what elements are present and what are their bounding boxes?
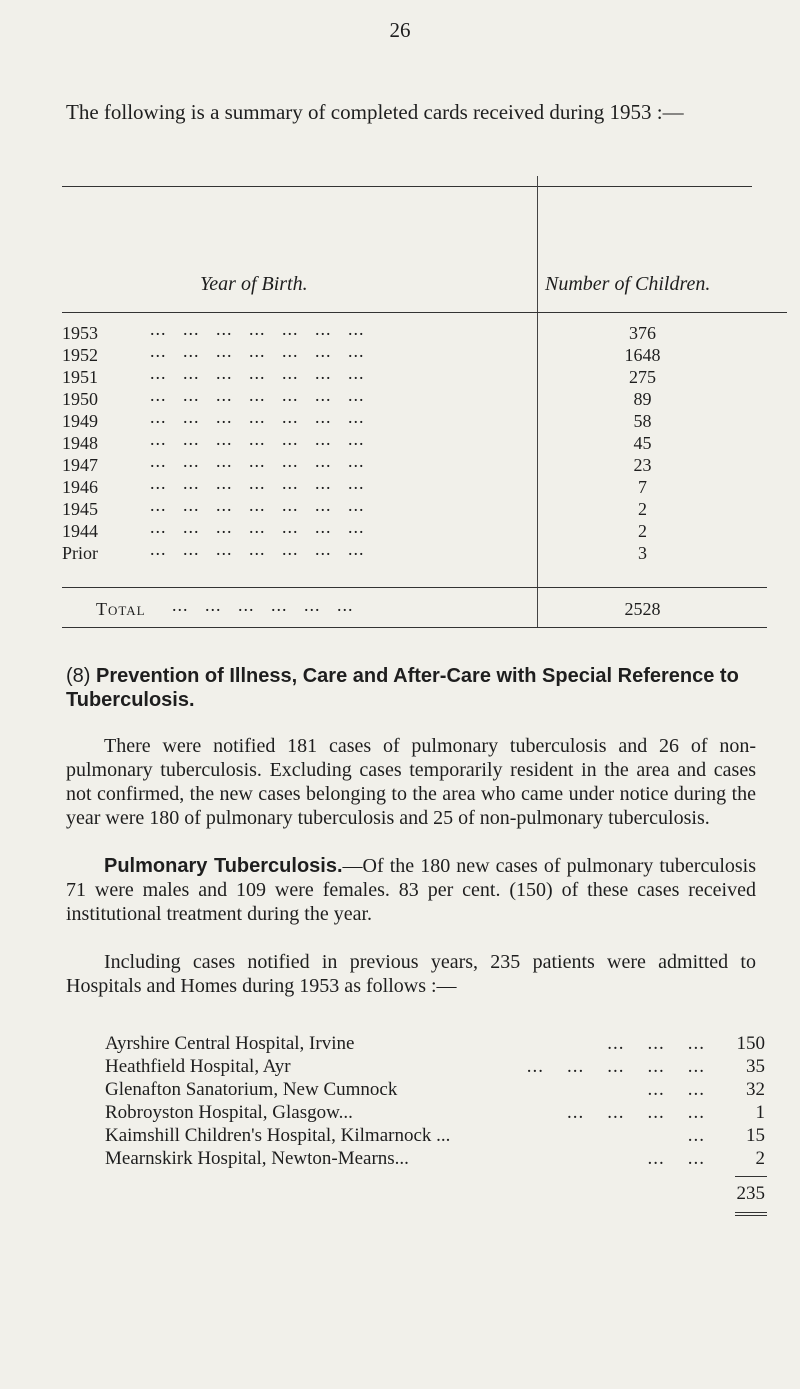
hospital-count: 1: [755, 1102, 765, 1123]
number-cell: 376: [629, 323, 656, 343]
year-cell: 1951: [62, 367, 98, 387]
hospital-name: Mearnskirk Hospital, Newton-Mearns...: [105, 1148, 409, 1169]
hospital-count: 2: [755, 1148, 765, 1169]
year-cell: 1952: [62, 345, 98, 365]
leader-dots: ... ... ... ... ... ... ...: [150, 473, 365, 493]
hospital-name: Kaimshill Children's Hospital, Kilmarnock ...: [105, 1125, 451, 1146]
number-cell: 45: [633, 433, 652, 453]
paragraph-notifications: [66, 734, 756, 830]
hospitals-double-rule-2: [735, 1215, 767, 1216]
year-cell: 1947: [62, 455, 98, 475]
hospital-row: [105, 1078, 765, 1101]
leader-dots: ... ... ... ... ... ... ...: [150, 429, 365, 449]
year-cell: 1945: [62, 499, 98, 519]
hospital-row: [105, 1055, 765, 1078]
hospital-count: 150: [736, 1033, 765, 1054]
header-number-of-children: Number of Children.: [545, 273, 711, 295]
hospital-count: 32: [746, 1079, 765, 1100]
leader-dots: ... ... ... ... ... ... ...: [150, 385, 365, 405]
year-cell: 1948: [62, 433, 98, 453]
year-cell: 1944: [62, 521, 98, 541]
total-value: 2528: [624, 599, 661, 619]
table-total-rule: [62, 587, 767, 588]
leader-dots: ... ...: [647, 1148, 705, 1169]
hospital-name: Heathfield Hospital, Ayr: [105, 1056, 291, 1077]
hospitals-total: 235: [736, 1183, 765, 1204]
year-cell: 1950: [62, 389, 98, 409]
leader-dots: ... ... ... ... ... ... ...: [150, 407, 365, 427]
number-cell: 58: [633, 411, 652, 431]
number-cell: 23: [633, 455, 652, 475]
hospital-row: [105, 1032, 765, 1055]
leader-dots: ... ... ... ... ...: [526, 1056, 705, 1077]
hospital-name: Ayrshire Central Hospital, Irvine: [105, 1033, 355, 1054]
leader-dots: ... ...: [647, 1079, 705, 1100]
table-bottom-rule: [62, 627, 767, 628]
number-cell: 2: [638, 499, 647, 519]
page-number: 26: [389, 18, 411, 42]
number-cell: 3: [638, 543, 647, 563]
number-cell: 2: [638, 521, 647, 541]
hospital-row: [105, 1101, 765, 1124]
paragraph-pulmonary: [66, 854, 756, 926]
paragraph-heading: Pulmonary Tuberculosis.: [104, 855, 343, 877]
leader-dots: ... ... ... ... ... ... ...: [150, 539, 365, 559]
table-top-rule: [62, 186, 752, 187]
leader-dots: ... ... ... ... ... ...: [172, 595, 354, 615]
number-cell: 1648: [624, 345, 661, 365]
paragraph-text: Including cases notified in previous years, 235 patients were admitted to Hospitals and Homes during 1953 as follows :—: [66, 951, 756, 997]
section-heading: [66, 664, 766, 712]
hospital-count: 35: [746, 1056, 765, 1077]
hospitals-double-rule-1: [735, 1212, 767, 1213]
hospital-name: Robroyston Hospital, Glasgow...: [105, 1102, 353, 1123]
year-cell: 1953: [62, 323, 98, 343]
total-label: Total: [96, 599, 146, 619]
leader-dots: ... ... ... ... ... ... ...: [150, 341, 365, 361]
table-header-rule: [62, 312, 787, 313]
hospital-row: [105, 1124, 765, 1147]
paragraph-text: —Of the 180 new cases of pulmonary tuberculosis 71 were males and 109 were females. 83 per cent. (150) of these cases received institutional treatment during the year.: [66, 855, 756, 925]
section-title: Prevention of Illness, Care and After-Care with Special Reference to Tuberculosis.: [66, 665, 739, 711]
number-cell: 275: [629, 367, 656, 387]
leader-dots: ...: [687, 1125, 705, 1146]
number-cell: 89: [633, 389, 652, 409]
leader-dots: ... ... ... ... ... ... ...: [150, 451, 365, 471]
leader-dots: ... ... ... ... ... ... ...: [150, 363, 365, 383]
leader-dots: ... ... ... ... ... ... ...: [150, 495, 365, 515]
hospital-row: [105, 1147, 765, 1170]
hospitals-total-rule: [735, 1176, 767, 1177]
header-year-of-birth: Year of Birth.: [200, 273, 308, 295]
year-cell: Prior: [62, 543, 98, 563]
paragraph-admissions: [66, 950, 756, 998]
leader-dots: ... ... ...: [607, 1033, 705, 1054]
table-row: [62, 539, 537, 564]
leader-dots: ... ... ... ... ... ... ...: [150, 319, 365, 339]
intro-text: The following is a summary of completed cards received during 1953 :—: [66, 100, 684, 124]
hospital-name: Glenafton Sanatorium, New Cumnock: [105, 1079, 398, 1100]
year-cell: 1946: [62, 477, 98, 497]
year-cell: 1949: [62, 411, 98, 431]
leader-dots: ... ... ... ... ... ... ...: [150, 517, 365, 537]
number-cell: 7: [638, 477, 647, 497]
section-number: (8): [66, 665, 91, 687]
paragraph-text: There were notified 181 cases of pulmonary tuberculosis and 26 of non-pulmonary tuberculosis. Excluding cases temporarily resident in the area and cases not confirmed, the new cases belonging to the area who came under notice during the year were 180 of pulmonary tuberculosis and 25 of non-pulmonary tuberculosis.: [66, 735, 756, 829]
leader-dots: ... ... ... ...: [567, 1102, 705, 1123]
hospital-count: 15: [746, 1125, 765, 1146]
